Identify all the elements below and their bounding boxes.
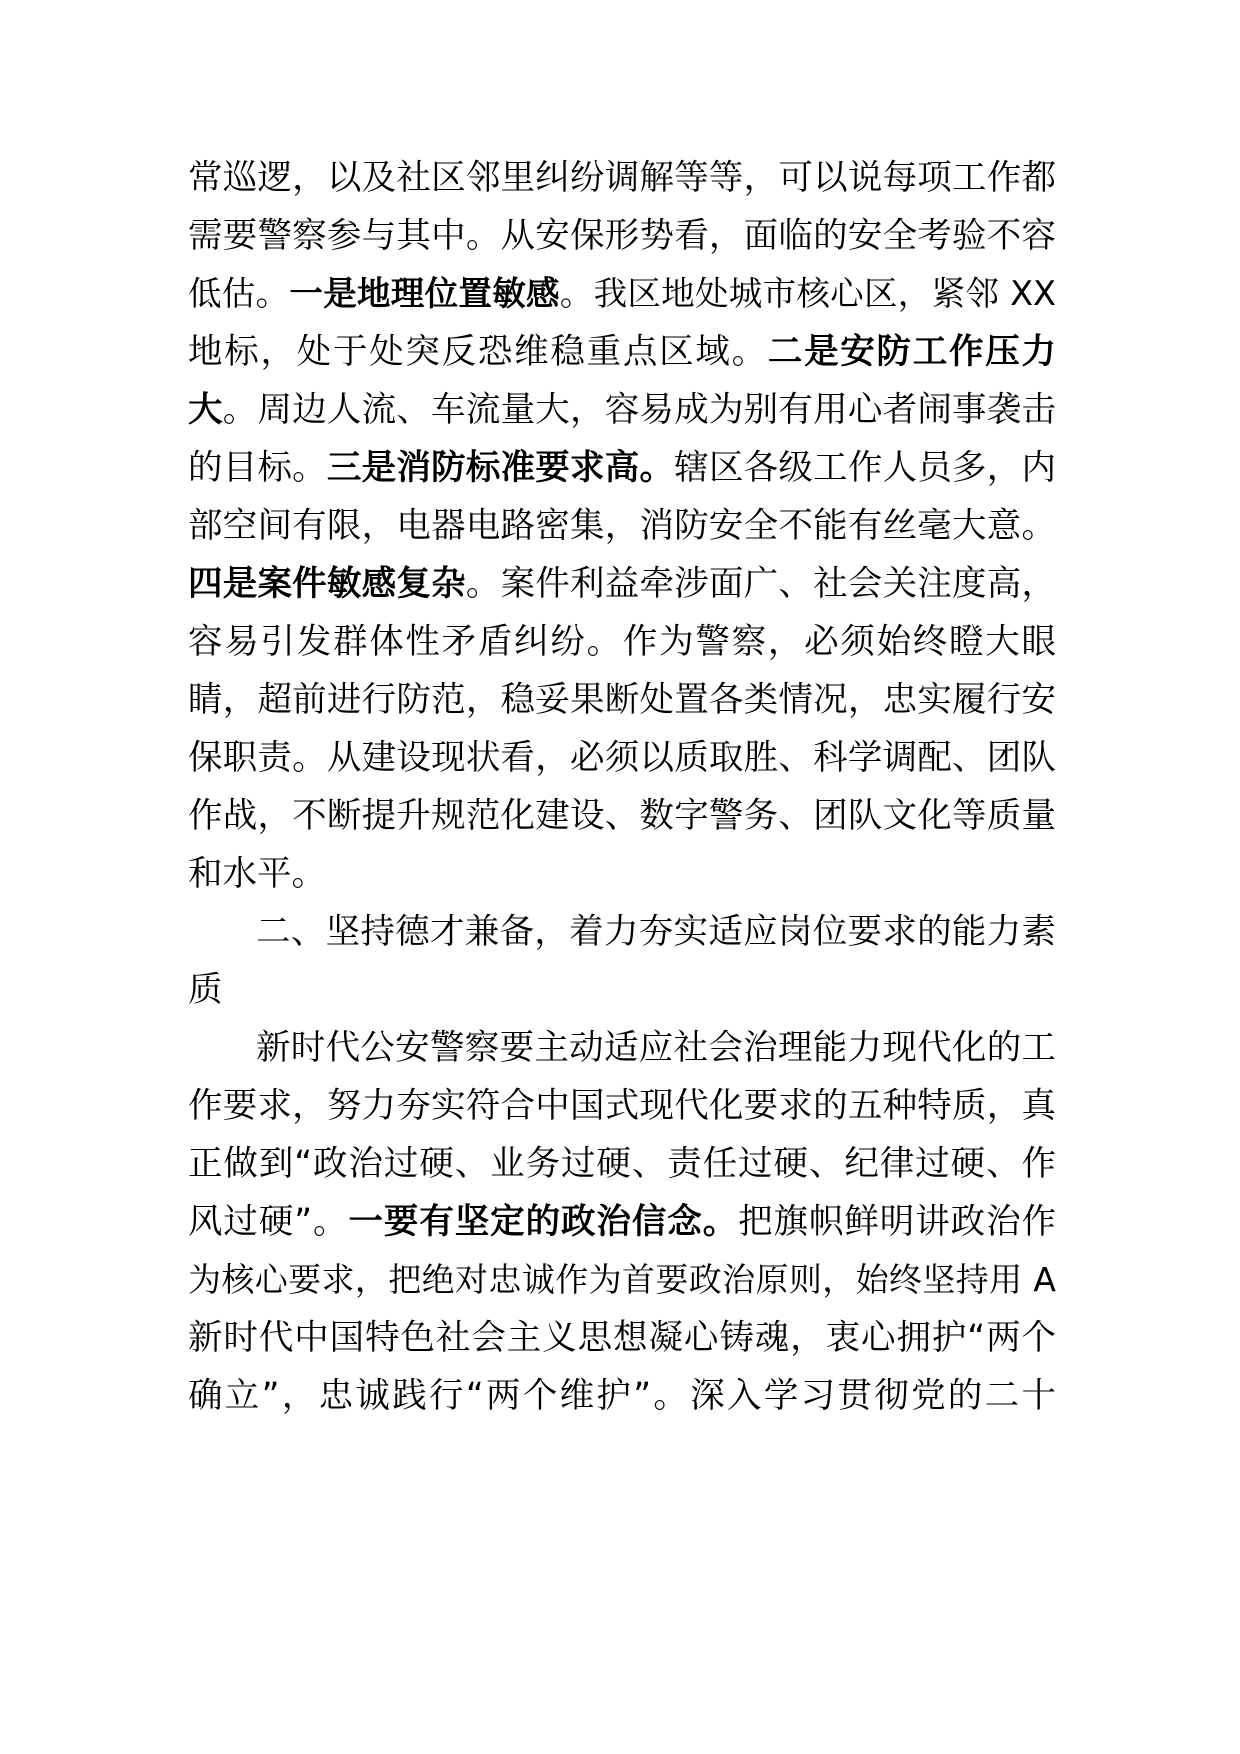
text-line [256,1028,1056,1068]
text-line [188,274,1056,314]
text-line [188,506,1056,546]
text-run: 的目标。 [188,448,327,488]
section-heading: 质 [188,970,223,1010]
text-run: 保职责。从建设现状看，必须以质取胜、科学调配、团队 [188,738,1056,778]
text-run: 把旗帜鲜明讲政治作 [738,1202,1056,1242]
text-line [188,158,1056,198]
text-line [188,854,1056,894]
text-run: 低估。 [188,274,290,313]
text-run: 地标，处于处突反恐维稳重点区域。 [188,332,768,372]
text-run: 风过硬”。 [188,1202,349,1242]
text-run: 作要求，努力夯实符合中国式现代化要求的五种特质，真 [188,1086,1056,1126]
text-line [188,564,1056,604]
text-run: 。案件利益牵涉面广、社会关注度高， [465,564,1057,604]
text-line [188,1260,1056,1300]
text-line [188,1376,1056,1416]
text-run: 辖区各级工作人员多，内 [674,448,1057,488]
section-heading: 二、坚持德才兼备，着力夯实适应岗位要求的能力素 [256,912,1056,952]
bold-text-run: 三是消防标准要求高。 [326,448,675,488]
text-line [188,1202,1056,1242]
text-line [188,796,1056,836]
text-line [188,1144,1056,1184]
text-line [188,390,1056,430]
bold-text-run: 一要有坚定的政治信念。 [348,1202,739,1242]
text-line [188,448,1056,488]
text-line [188,622,1056,662]
bold-text-run: 一是地理位置敏感 [289,274,560,313]
text-line [188,332,1056,372]
text-run: 确立”，忠诚践行“两个维护”。深入学习贯彻党的二十 [188,1376,1056,1416]
text-line [188,738,1056,778]
bold-text-run: 四是案件敏感复杂 [188,564,466,604]
text-line [188,216,1056,256]
text-run: 。我区地处城市核心区，紧邻 XX [559,274,1057,313]
text-run: 容易引发群体性矛盾纠纷。作为警察，必须始终瞪大眼 [188,622,1056,662]
text-line [188,1086,1056,1126]
text-run: 新时代公安警察要主动适应社会治理能力现代化的工 [256,1028,1056,1068]
text-run: 为核心要求，把绝对忠诚作为首要政治原则，始终坚持用 A [188,1260,1056,1299]
section-heading-line [188,970,1056,1010]
text-run: 新时代中国特色社会主义思想凝心铸魂，衷心拥护“两个 [188,1318,1056,1358]
bold-text-run: 二是安防工作压力 [767,332,1057,372]
text-run: 常巡逻，以及社区邻里纠纷调解等等，可以说每项工作都 [188,158,1056,198]
text-line [188,1318,1056,1358]
text-run: 需要警察参与其中。从安保形势看，面临的安全考验不容 [188,216,1056,256]
text-run: 部空间有限，电器电路密集，消防安全不能有丝毫大意。 [188,506,1056,546]
text-run: 。周边人流、车流量大，容易成为别有用心者闹事袭击 [222,390,1057,430]
text-run: 作战，不断提升规范化建设、数字警务、团队文化等质量 [188,796,1056,836]
section-heading-line [256,912,1056,952]
text-run: 睛，超前进行防范，稳妥果断处置各类情况，忠实履行安 [188,680,1056,720]
text-run: 正做到“政治过硬、业务过硬、责任过硬、纪律过硬、作 [188,1144,1056,1184]
bold-text-run: 大 [188,390,223,430]
text-run: 和水平。 [188,854,326,894]
text-line [188,680,1056,720]
